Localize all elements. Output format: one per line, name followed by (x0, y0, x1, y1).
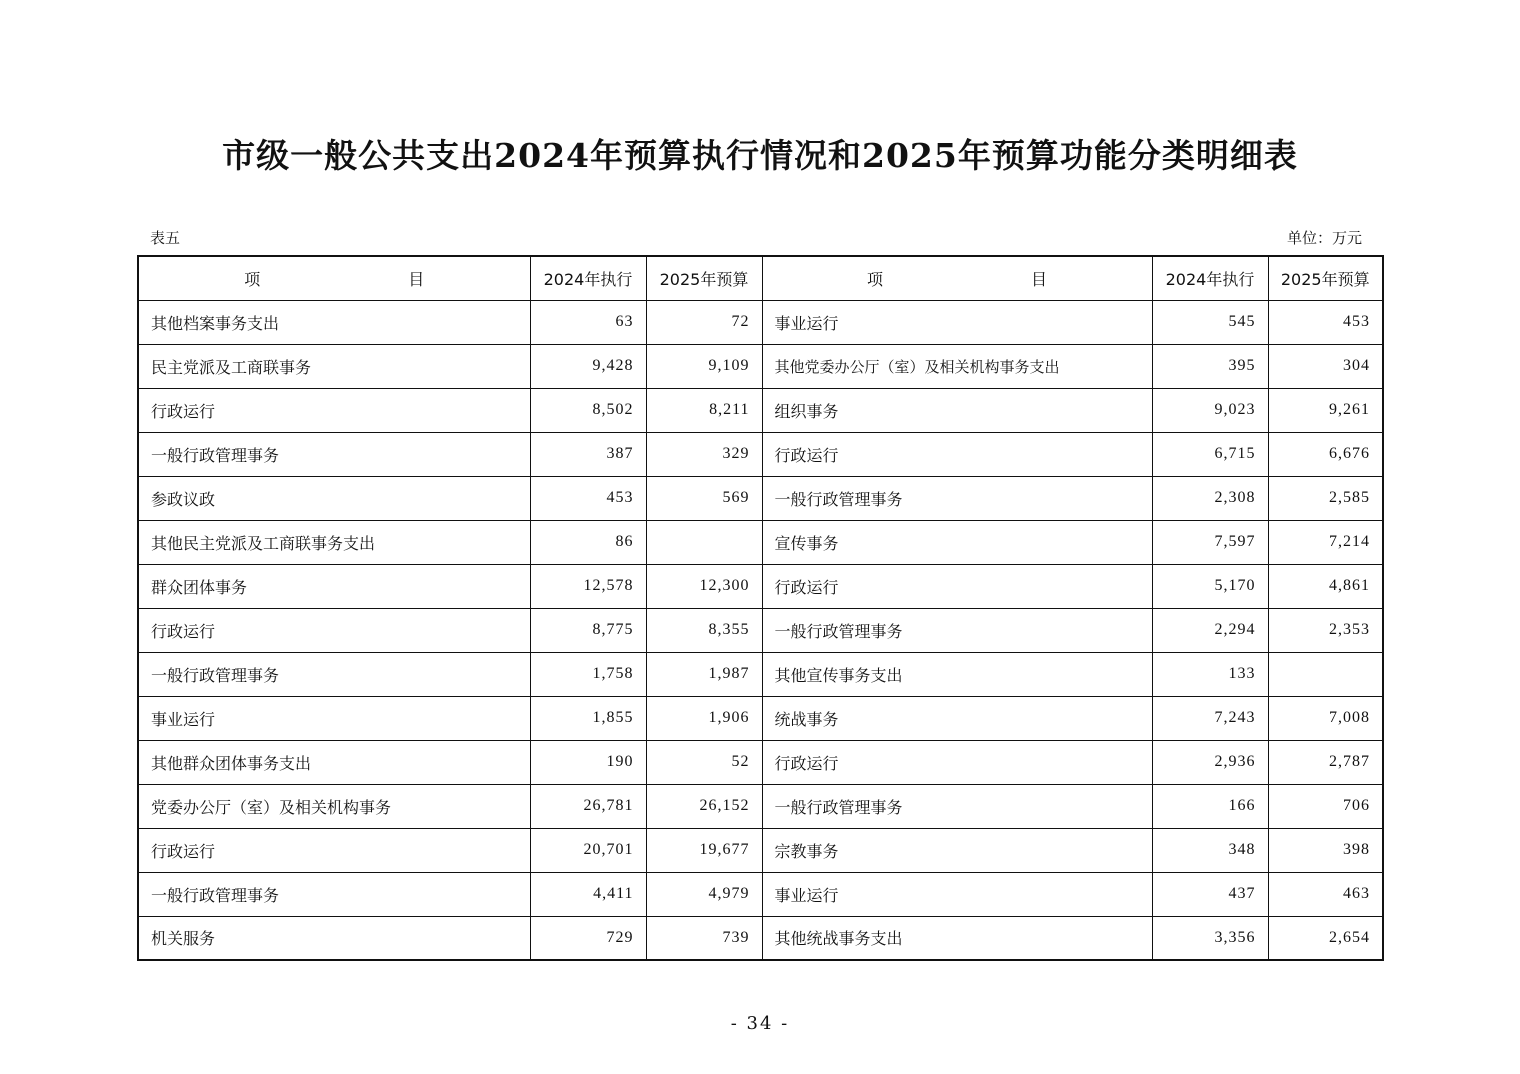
right-budget-2025: 2,787 (1268, 740, 1383, 784)
left-item-name: 一般行政管理事务 (138, 872, 530, 916)
right-budget-2025: 304 (1268, 344, 1383, 388)
right-item-name: 事业运行 (762, 872, 1152, 916)
right-budget-2025: 7,214 (1268, 520, 1383, 564)
right-exec-2024: 395 (1152, 344, 1268, 388)
left-exec-2024: 26,781 (530, 784, 646, 828)
right-exec-2024: 2,308 (1152, 476, 1268, 520)
left-budget-2025: 19,677 (646, 828, 762, 872)
table-row (138, 916, 1383, 960)
right-budget-2025: 6,676 (1268, 432, 1383, 476)
right-budget-2025 (1268, 652, 1383, 696)
left-item-name: 其他群众团体事务支出 (138, 740, 530, 784)
table-row (138, 872, 1383, 916)
header-exec-2024-right: 2024年执行 (1152, 256, 1268, 300)
right-budget-2025: 2,654 (1268, 916, 1383, 960)
unit-label: 单位：万元 (1286, 229, 1362, 247)
table-row (138, 652, 1383, 696)
page-number: - 34 - (730, 1013, 790, 1034)
right-item-name: 一般行政管理事务 (762, 784, 1152, 828)
right-exec-2024: 7,597 (1152, 520, 1268, 564)
left-budget-2025: 569 (646, 476, 762, 520)
header-item-left: 项 目 (138, 256, 530, 300)
left-item-name: 党委办公厅（室）及相关机构事务 (138, 784, 530, 828)
right-exec-2024: 2,294 (1152, 608, 1268, 652)
left-budget-2025: 1,906 (646, 696, 762, 740)
left-exec-2024: 8,502 (530, 388, 646, 432)
page-title: 市级一般公共支出2024年预算执行情况和2025年预算功能分类明细表 (222, 136, 1298, 175)
right-item-name: 一般行政管理事务 (762, 476, 1152, 520)
right-item-name: 宗教事务 (762, 828, 1152, 872)
left-exec-2024: 190 (530, 740, 646, 784)
right-item-name: 事业运行 (762, 300, 1152, 344)
right-item-name: 一般行政管理事务 (762, 608, 1152, 652)
left-item-name: 行政运行 (138, 608, 530, 652)
table-row (138, 432, 1383, 476)
table-row (138, 520, 1383, 564)
right-exec-2024: 133 (1152, 652, 1268, 696)
right-exec-2024: 348 (1152, 828, 1268, 872)
left-exec-2024: 12,578 (530, 564, 646, 608)
right-exec-2024: 166 (1152, 784, 1268, 828)
table-row (138, 564, 1383, 608)
header-budget-2025-left: 2025年预算 (646, 256, 762, 300)
left-exec-2024: 453 (530, 476, 646, 520)
left-item-name: 事业运行 (138, 696, 530, 740)
left-exec-2024: 1,855 (530, 696, 646, 740)
left-budget-2025: 12,300 (646, 564, 762, 608)
left-item-name: 群众团体事务 (138, 564, 530, 608)
left-budget-2025: 26,152 (646, 784, 762, 828)
right-budget-2025: 706 (1268, 784, 1383, 828)
right-budget-2025: 4,861 (1268, 564, 1383, 608)
left-exec-2024: 86 (530, 520, 646, 564)
left-exec-2024: 387 (530, 432, 646, 476)
right-item-name: 行政运行 (762, 432, 1152, 476)
right-exec-2024: 6,715 (1152, 432, 1268, 476)
right-budget-2025: 2,353 (1268, 608, 1383, 652)
left-exec-2024: 8,775 (530, 608, 646, 652)
left-budget-2025: 1,987 (646, 652, 762, 696)
left-exec-2024: 1,758 (530, 652, 646, 696)
right-budget-2025: 463 (1268, 872, 1383, 916)
left-exec-2024: 9,428 (530, 344, 646, 388)
table-row (138, 388, 1383, 432)
right-exec-2024: 545 (1152, 300, 1268, 344)
left-exec-2024: 4,411 (530, 872, 646, 916)
left-exec-2024: 729 (530, 916, 646, 960)
right-item-name: 统战事务 (762, 696, 1152, 740)
right-item-name: 其他宣传事务支出 (762, 652, 1152, 696)
budget-table (137, 255, 1384, 961)
left-item-name: 一般行政管理事务 (138, 652, 530, 696)
right-budget-2025: 453 (1268, 300, 1383, 344)
right-exec-2024: 3,356 (1152, 916, 1268, 960)
right-exec-2024: 5,170 (1152, 564, 1268, 608)
table-number-label: 表五 (150, 229, 181, 247)
table-row (138, 344, 1383, 388)
right-item-name: 其他统战事务支出 (762, 916, 1152, 960)
left-item-name: 机关服务 (138, 916, 530, 960)
table-row (138, 300, 1383, 344)
left-budget-2025: 52 (646, 740, 762, 784)
right-budget-2025: 7,008 (1268, 696, 1383, 740)
left-item-name: 其他档案事务支出 (138, 300, 530, 344)
left-budget-2025: 329 (646, 432, 762, 476)
table-row (138, 784, 1383, 828)
right-budget-2025: 2,585 (1268, 476, 1383, 520)
right-exec-2024: 437 (1152, 872, 1268, 916)
right-item-name: 组织事务 (762, 388, 1152, 432)
left-item-name: 行政运行 (138, 388, 530, 432)
right-item-name: 行政运行 (762, 564, 1152, 608)
table-row (138, 740, 1383, 784)
header-budget-2025-right: 2025年预算 (1268, 256, 1383, 300)
left-item-name: 一般行政管理事务 (138, 432, 530, 476)
left-item-name: 民主党派及工商联事务 (138, 344, 530, 388)
right-exec-2024: 2,936 (1152, 740, 1268, 784)
right-exec-2024: 9,023 (1152, 388, 1268, 432)
table-body (138, 300, 1383, 960)
table-row (138, 696, 1383, 740)
left-budget-2025 (646, 520, 762, 564)
left-budget-2025: 8,211 (646, 388, 762, 432)
header-item-right: 项 目 (762, 256, 1152, 300)
header-exec-2024-left: 2024年执行 (530, 256, 646, 300)
left-budget-2025: 72 (646, 300, 762, 344)
table-row (138, 828, 1383, 872)
left-exec-2024: 63 (530, 300, 646, 344)
left-exec-2024: 20,701 (530, 828, 646, 872)
right-budget-2025: 9,261 (1268, 388, 1383, 432)
right-exec-2024: 7,243 (1152, 696, 1268, 740)
left-budget-2025: 8,355 (646, 608, 762, 652)
left-budget-2025: 4,979 (646, 872, 762, 916)
left-item-name: 行政运行 (138, 828, 530, 872)
left-budget-2025: 9,109 (646, 344, 762, 388)
left-item-name: 其他民主党派及工商联事务支出 (138, 520, 530, 564)
right-budget-2025: 398 (1268, 828, 1383, 872)
table-row (138, 608, 1383, 652)
right-item-name: 其他党委办公厅（室）及相关机构事务支出 (762, 344, 1152, 388)
table-header-row (138, 256, 1383, 300)
right-item-name: 宣传事务 (762, 520, 1152, 564)
left-item-name: 参政议政 (138, 476, 530, 520)
table-row (138, 476, 1383, 520)
right-item-name: 行政运行 (762, 740, 1152, 784)
left-budget-2025: 739 (646, 916, 762, 960)
